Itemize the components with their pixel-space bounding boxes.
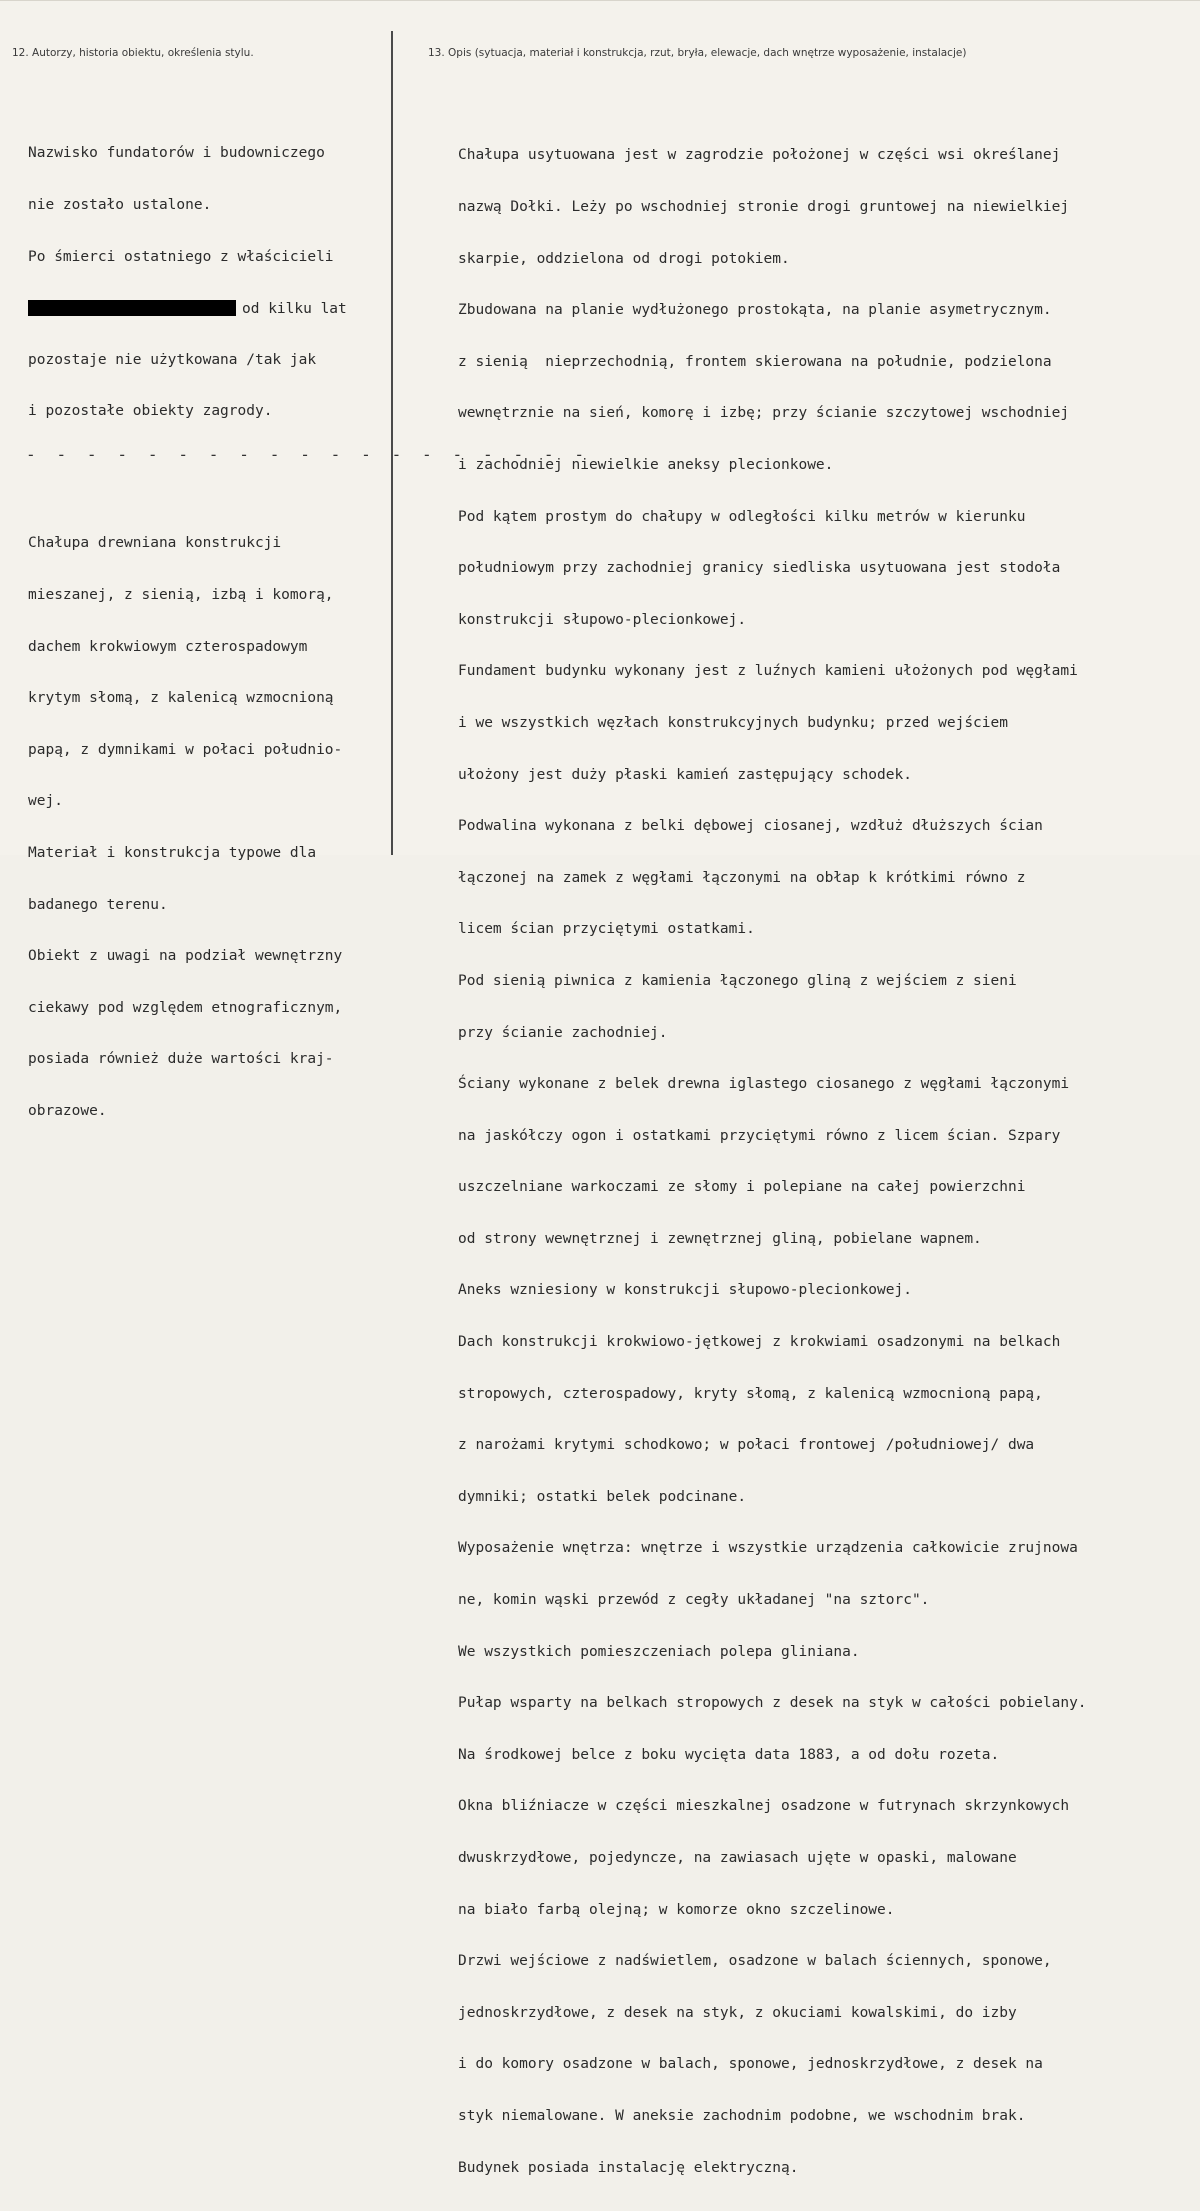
text-line: z narożami krytymi schodkowo; w połaci frontowej /południowej/ dwa <box>458 1437 1035 1454</box>
text-line: Pułap wsparty na belkach stropowych z desek na styk w całości pobielany. <box>458 1695 1087 1712</box>
text-line: Fundament budynku wykonany jest z luźnych kamieni ułożonych pod węgłami <box>458 663 1078 680</box>
text-line: przy ścianie zachodniej. <box>458 1024 668 1041</box>
text-line: papą, z dymnikami w połaci południo- <box>28 741 343 758</box>
text-line: Podwalina wykonana z belki dębowej ciosanej, wzdłuż dłuższych ścian <box>458 818 1043 835</box>
text-line: Aneks wzniesiony w konstrukcji słupowo-plecionkowej. <box>458 1282 912 1299</box>
text-line: ciekawy pod względem etnograficznym, <box>28 999 343 1016</box>
text-line: Okna bliźniacze w części mieszkalnej osadzone w futrynach skrzynkowych <box>458 1798 1070 1815</box>
text-line: Budynek posiada instalację elektryczną. <box>458 2159 799 2176</box>
text-line: na biało farbą olejną; w komorze okno szczelinowe. <box>458 1901 895 1918</box>
text-line: Dach konstrukcji krokwiowo-jętkowej z krokwiami osadzonymi na belkach <box>458 1334 1061 1351</box>
text-line: ne, komin wąski przewód z cegły układanej "na sztorc". <box>458 1592 930 1609</box>
text-line: nie zostało ustalone. <box>28 197 212 213</box>
text-line: od strony wewnętrznej i zewnętrznej gliną, pobielane wapnem. <box>458 1230 982 1247</box>
text-line: obrazowe. <box>28 1102 107 1119</box>
text-line: Zbudowana na planie wydłużonego prostokąta, na planie asymetrycznym. <box>458 302 1052 319</box>
text-line: badanego terenu. <box>28 896 168 913</box>
text-line: Obiekt z uwagi na podział wewnętrzny <box>28 948 343 965</box>
text-line: Po śmierci ostatniego z właścicieli <box>28 248 334 265</box>
text-line: dymniki; ostatki belek podcinane. <box>458 1488 747 1505</box>
text-line: dwuskrzydłowe, pojedyncze, na zawiasach ujęte w opaski, malowane <box>458 1850 1017 1866</box>
text-line: na jaskółczy ogon i ostatkami przyciętymi równo z licem ścian. Szpary <box>458 1127 1061 1144</box>
text-line: uszczelniane warkoczami ze słomy i polepiane na całej powierzchni <box>458 1179 1026 1196</box>
text-line: południowym przy zachodniej granicy siedliska usytuowana jest stodoła <box>458 560 1061 577</box>
authors-history-text <box>28 111 347 455</box>
dashed-separator: - - - - - - - - - - - - - - - - - - - <box>26 445 590 464</box>
text-line: Materiał i konstrukcja typowe dla <box>28 844 317 861</box>
redacted-line <box>28 300 347 317</box>
text-line: posiada również duże wartości kraj- <box>28 1051 334 1068</box>
text-line: Chałupa drewniana konstrukcji <box>28 535 282 552</box>
text-line: Pod sienią piwnica z kamienia łączonego gliną z wejściem z sieni <box>458 972 1017 989</box>
text-line: krytym słomą, z kalenicą wzmocnioną <box>28 690 334 707</box>
text-line: i we wszystkich węzłach konstrukcyjnych budynku; przed wejściem <box>458 714 1008 731</box>
text-line: dachem krokwiowym czterospadowym <box>28 638 308 655</box>
text-fragment: od kilku lat <box>242 301 347 318</box>
style-summary-text <box>28 501 342 1155</box>
text-line: konstrukcji słupowo-plecionkowej. <box>458 611 747 628</box>
text-line: i zachodniej niewielkie aneksy plecionkowe. <box>458 456 834 473</box>
redaction-bar <box>28 300 236 316</box>
text-line: wewnętrznie na sień, komorę i izbę; przy ścianie szczytowej wschodniej <box>458 405 1070 422</box>
text-line: jednoskrzydłowe, z desek na styk, z okuciami kowalskimi, do izby <box>458 2004 1017 2021</box>
text-line: pozostaje nie użytkowana /tak jak <box>28 351 317 368</box>
text-line: ułożony jest duży płaski kamień zastępujący schodek. <box>458 766 912 783</box>
section-12-header: 12. Autorzy, historia obiektu, określenia stylu. <box>12 47 254 59</box>
text-line: z sienią nieprzechodnią, frontem skierowana na południe, podzielona <box>458 353 1052 370</box>
text-line: We wszystkich pomieszczeniach polepa gliniana. <box>458 1643 860 1660</box>
text-line: łączonej na zamek z węgłami łączonymi na obłap k krótkimi równo z <box>458 869 1026 886</box>
text-line: wej. <box>28 793 63 810</box>
text-line: Chałupa usytuowana jest w zagrodzie położonej w części wsi określanej <box>458 147 1061 164</box>
text-line: Na środkowej belce z boku wycięta data 1883, a od dołu rozeta. <box>458 1746 1000 1763</box>
section-13-header: 13. Opis (sytuacja, materiał i konstrukcja, rzut, bryła, elewacje, dach wnętrze wyposażenie, instalacje) <box>428 47 967 59</box>
text-line: skarpie, oddzielona od drogi potokiem. <box>458 250 790 267</box>
text-line: Wyposażenie wnętrza: wnętrze i wszystkie urządzenia całkowicie zrujnowa <box>458 1540 1078 1557</box>
text-line: styk niemalowane. W aneksie zachodnim podobne, we wschodnim brak. <box>458 2107 1026 2124</box>
text-line: Pod kątem prostym do chałupy w odległości kilku metrów w kierunku <box>458 508 1026 525</box>
description-text <box>458 113 1087 2211</box>
text-line: mieszanej, z sienią, izbą i komorą, <box>28 587 334 603</box>
text-line: stropowych, czterospadowy, kryty słomą, z kalenicą wzmocnioną papą, <box>458 1385 1043 1402</box>
text-line: Drzwi wejściowe z nadświetlem, osadzone w balach ściennych, sponowe, <box>458 1953 1052 1970</box>
text-line: Ściany wykonane z belek drewna iglastego ciosanego z węgłami łączonymi <box>458 1076 1070 1093</box>
text-line: i do komory osadzone w balach, sponowe, jednoskrzydłowe, z desek na <box>458 2056 1043 2073</box>
text-line: i pozostałe obiekty zagrody. <box>28 403 273 420</box>
column-divider <box>391 31 393 855</box>
text-line: licem ścian przyciętymi ostatkami. <box>458 921 755 938</box>
text-line: Nazwisko fundatorów i budowniczego <box>28 145 325 162</box>
text-line: nazwą Dołki. Leży po wschodniej stronie drogi gruntowej na niewielkiej <box>458 199 1070 215</box>
